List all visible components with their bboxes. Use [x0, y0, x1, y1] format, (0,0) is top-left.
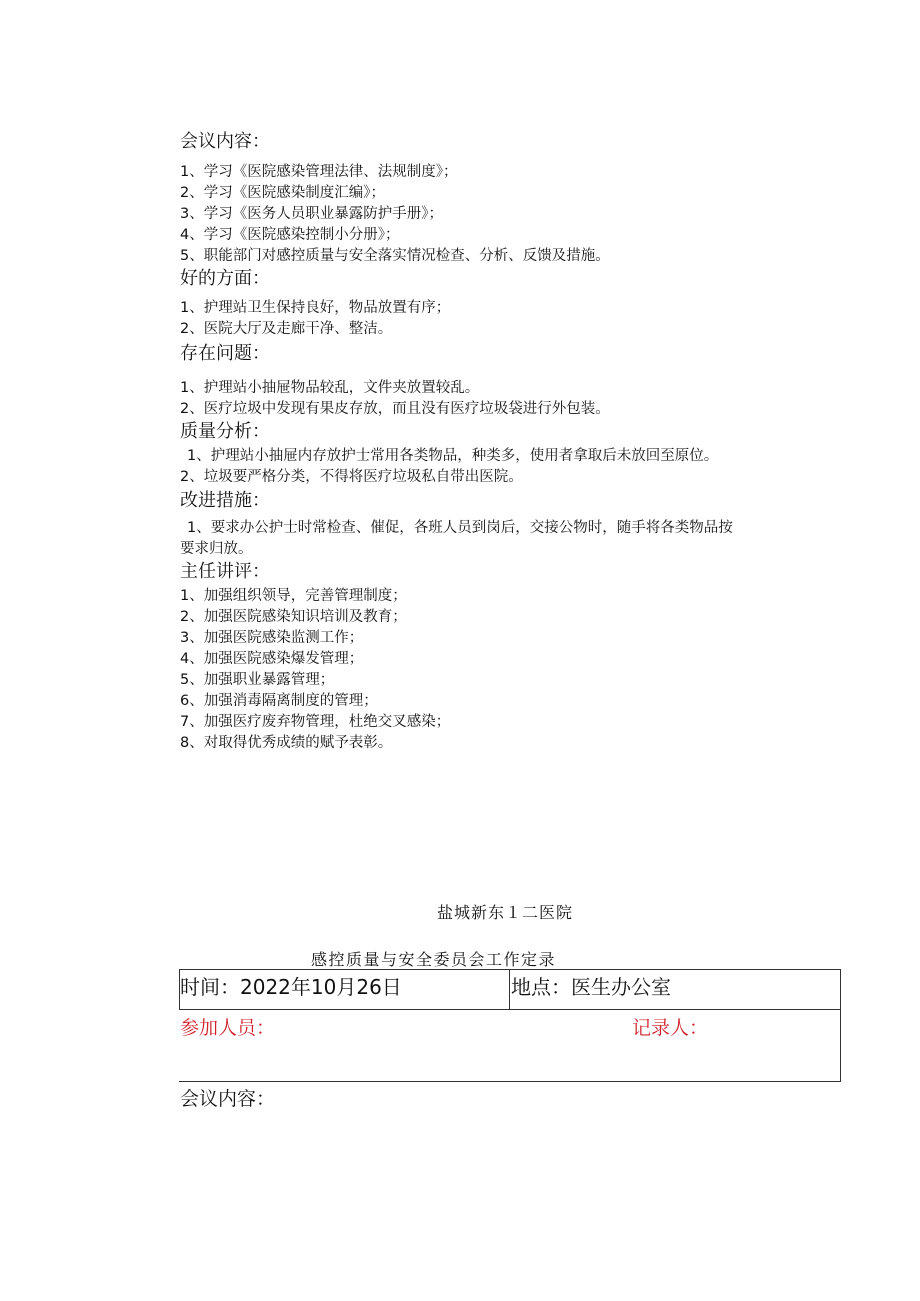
list-item: 5、职能部门对感控质量与安全落实情况检查、分析、反馈及措施。 — [180, 248, 610, 264]
list-item: 3、学习《医务人员职业暴露防护手册》； — [180, 206, 443, 222]
list-item: 4、学习《医院感染控制小分册》； — [180, 227, 400, 243]
recorder-label: 记录人： — [632, 1017, 709, 1039]
list-item: 1、要求办公护士时常检查、催促，各班人员到岗后，交接公物时，随手将各类物品按 — [187, 520, 733, 536]
location-cell: 地点：医生办公室 — [511, 975, 671, 999]
meeting-content-heading: 会议内容： — [180, 131, 270, 152]
hospital-name: 盐城新东１二医院 — [437, 903, 574, 922]
table-row-divider — [179, 1009, 841, 1010]
list-item: 7、加强医疗废弃物管理，杜绝交叉感染； — [180, 714, 451, 730]
good-aspects-heading: 好的方面： — [180, 268, 270, 289]
list-item: 2、垃圾要严格分类，不得将医疗垃圾私自带出医院。 — [180, 469, 523, 485]
table-right-border — [840, 969, 841, 1082]
table-top-border — [179, 969, 841, 970]
improvement-heading: 改进措施： — [180, 490, 270, 511]
time-cell: 时间：2022年10月26日 — [180, 975, 402, 999]
record-meeting-content-heading: 会议内容： — [180, 1088, 276, 1110]
director-review-heading: 主任讲评： — [180, 561, 270, 582]
list-item: 2、加强医院感染知识培训及教育； — [180, 609, 407, 625]
list-item: 1、学习《医院感染管理法律、法规制度》； — [180, 164, 458, 180]
list-item: 要求归放。 — [180, 541, 253, 557]
record-title: 感控质量与安全委员会工作定录 — [311, 950, 557, 969]
table-bottom-border — [179, 1081, 841, 1082]
list-item: 2、医院大厅及走廊干净、整洁。 — [180, 321, 393, 337]
list-item: 1、护理站小抽屉物品较乱，文件夹放置较乱。 — [180, 380, 480, 396]
attendees-label: 参加人员： — [180, 1017, 276, 1039]
table-column-divider — [509, 969, 510, 1010]
list-item: 5、加强职业暴露管理； — [180, 672, 335, 688]
list-item: 6、加强消毒隔离制度的管理； — [180, 693, 378, 709]
list-item: 3、加强医院感染监测工作； — [180, 630, 364, 646]
list-item: 2、学习《医院感染制度汇编》； — [180, 185, 385, 201]
quality-analysis-heading: 质量分析： — [180, 421, 270, 442]
list-item: 2、医疗垃圾中发现有果皮存放，而且没有医疗垃圾袋进行外包装。 — [180, 401, 610, 417]
list-item: 1、加强组织领导，完善管理制度； — [180, 588, 407, 604]
list-item: 1、护理站卫生保持良好，物品放置有序； — [180, 300, 451, 316]
list-item: 8、对取得优秀成绩的赋予表彰。 — [180, 735, 393, 751]
problems-heading: 存在问题： — [180, 343, 270, 364]
list-item: 4、加强医院感染爆发管理； — [180, 651, 364, 667]
list-item: 1、护理站小抽屉内存放护士常用各类物品，种类多，使用者拿取后未放回至原位。 — [187, 448, 719, 464]
